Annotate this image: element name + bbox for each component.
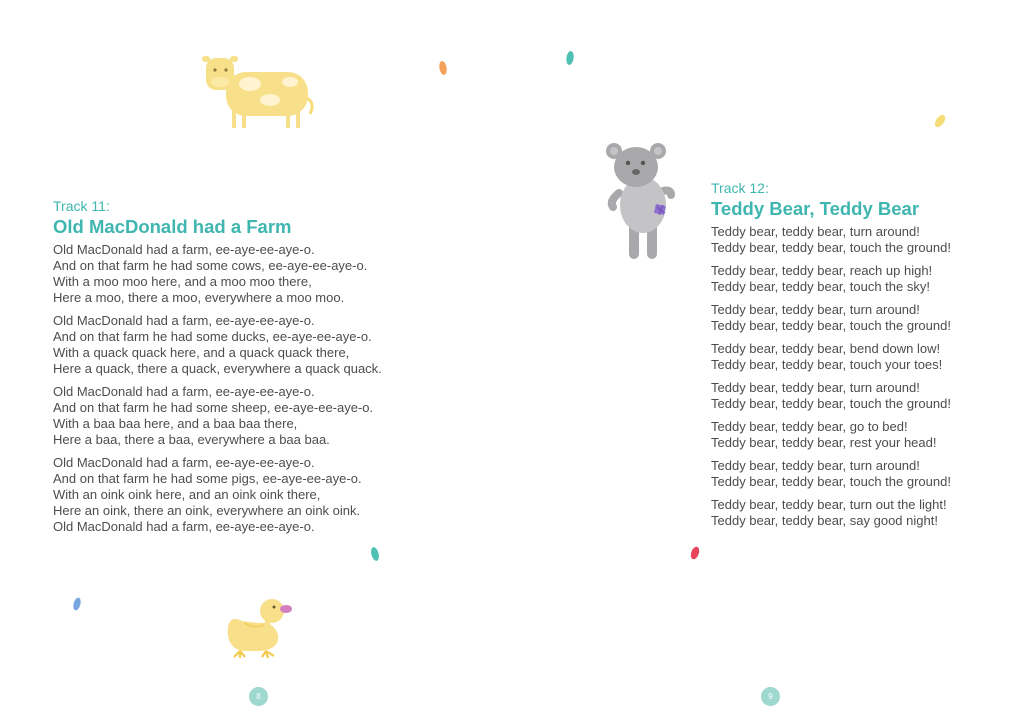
lyric-line: Old MacDonald had a farm, ee-aye-ee-aye-o. [53,455,315,470]
stanza [53,242,382,306]
lyric-line: Teddy bear, teddy bear, touch the ground! [711,240,951,255]
lyric-line: Teddy bear, teddy bear, turn out the light! [711,497,947,512]
leaf-icon [438,60,448,76]
lyric-line: Teddy bear, teddy bear, rest your head! [711,435,937,450]
stanza [711,341,951,373]
lyric-line: Old MacDonald had a farm, ee-aye-ee-aye-o. [53,519,315,534]
lyric-line: With a baa baa here, and a baa baa there, [53,416,298,431]
lyric-line: And on that farm he had some sheep, ee-aye-ee-aye-o. [53,400,374,415]
stanza [711,458,951,490]
lyric-line: With a moo moo here, and a moo moo there, [53,274,312,289]
lyric-line: Old MacDonald had a farm, ee-aye-ee-aye-o. [53,242,315,257]
stanza [711,263,951,295]
stanza [711,224,951,256]
track-number: Track 12: [711,180,769,196]
song-title: Teddy Bear, Teddy Bear [711,198,920,219]
lyric-line: Teddy bear, teddy bear, turn around! [711,224,920,239]
lyric-line: Teddy bear, teddy bear, touch your toes! [711,357,943,372]
page-number: 8 [249,687,268,706]
lyric-line: Teddy bear, teddy bear, touch the ground! [711,396,951,411]
lyric-line: Teddy bear, teddy bear, turn around! [711,302,920,317]
lyric-line: With an oink oink here, and an oink oink there, [53,487,321,502]
lyric-line: Teddy bear, teddy bear, turn around! [711,458,920,473]
lyric-line: Here a quack, there a quack, everywhere a quack quack. [53,361,382,376]
lyric-line: Old MacDonald had a farm, ee-aye-ee-aye-o. [53,313,315,328]
track-number: Track 11: [53,198,110,214]
lyric-line: Teddy bear, teddy bear, say good night! [711,513,938,528]
lyric-line: With a quack quack here, and a quack quack there, [53,345,350,360]
lyric-line: Teddy bear, teddy bear, bend down low! [711,341,941,356]
lyric-line: Here a moo, there a moo, everywhere a moo moo. [53,290,345,305]
stanza [53,384,382,448]
leaf-icon [933,113,947,129]
teddy-bear-illustration [605,141,677,268]
stanza [711,497,951,529]
lyric-line: Here an oink, there an oink, everywhere an oink oink. [53,503,361,518]
lyric-line: And on that farm he had some cows, ee-aye-ee-aye-o. [53,258,368,273]
leaf-icon [565,50,575,66]
lyric-line: And on that farm he had some pigs, ee-aye-ee-aye-o. [53,471,362,486]
lyric-line: Teddy bear, teddy bear, touch the ground! [711,474,951,489]
song-teddy-bear [711,179,951,536]
leaf-icon [370,546,380,562]
stanza [53,455,382,535]
lyric-line: Teddy bear, teddy bear, go to bed! [711,419,908,434]
song-title: Old MacDonald had a Farm [53,216,292,237]
page-number: 9 [761,687,780,706]
lyric-line: And on that farm he had some ducks, ee-aye-ee-aye-o. [53,329,372,344]
stanza [711,419,951,451]
right-page [512,0,1024,724]
duck-illustration [222,595,294,664]
stanza [711,380,951,412]
leaf-icon [689,545,701,561]
lyric-line: Teddy bear, teddy bear, touch the sky! [711,279,930,294]
lyric-line: Here a baa, there a baa, everywhere a baa baa. [53,432,330,447]
lyric-line: Teddy bear, teddy bear, reach up high! [711,263,933,278]
stanza [53,313,382,377]
leaf-icon [72,596,82,612]
lyric-line: Old MacDonald had a farm, ee-aye-ee-aye-o. [53,384,315,399]
stanza [711,302,951,334]
cow-illustration [198,52,318,137]
lyric-line: Teddy bear, teddy bear, touch the ground! [711,318,951,333]
song-old-macdonald [53,197,382,542]
lyric-line: Teddy bear, teddy bear, turn around! [711,380,920,395]
